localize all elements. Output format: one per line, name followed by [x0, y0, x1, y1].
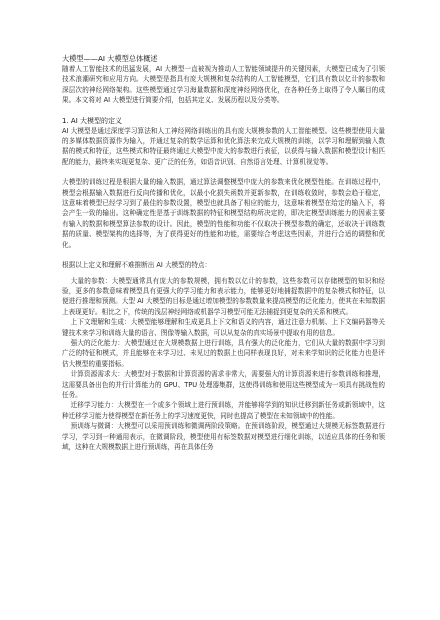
feature-item: 大量的参数：大模型通常具有庞大的参数规模，拥有数以亿计的参数，这些参数可以存储模型的知识和经验，更多的参数意味着模型具有更强大的学习能力和表示能力，能够更好地捕捉数据中的复杂模式和特征，以便进行推理和预测。大型 AI 大模型的目标是通过增加模型的参数数量来提高模型的泛化能力，使其在未知数据上表现更好。相比之下，传统的浅层神经网络或机器学习模型可能无法捕捉到更复杂的关系和模式。: [62, 276, 385, 316]
feature-item: 预训练与微调：大模型可以采用预训练和微调两阶段策略。在预训练阶段，模型通过大规模无标签数据进行学习，学习到一种通用表示，在微调阶段，模型使用有标签数据对模型进行细化训练，以适应具体的任务和领域，这种在大规模数据上进行预训练，再在具体任务: [62, 422, 385, 451]
feature-item: 计算资源需求大：大模型对于数据和计算资源的需求非常大，需要强大的计算资源来进行参数训练和推理，这需要具备出色的并行计算能力的 GPU、TPU 处理器集群，这使得训练和使用这些模型成为一项具有挑战性的任务。: [62, 370, 385, 399]
feature-item: 强大的泛化能力：大模型通过在大规模数据上进行训练，具有强大的泛化能力，它们从大量的数据中学习到广泛的特征和模式，并且能够在未学习过、未见过的数据上也同样表现良好，对未来学知识的泛化能力也是评估大模型的重要指标。: [62, 338, 385, 368]
definition-paragraph: AI 大模型是通过深度学习算法和人工神经网络训练出的具有庞大规模参数的人工智能模型。这些模型使用大量的多媒体数据资源作为输入，并通过复杂的数学运算和优化算法来完成大规模的训练，以学习和理解到输入数据的模式和特征，这些模式和特征最终通过大模型中庞大的参数进行表征，以获得与输入数据和模型设计相匹配的能力，最终来实现更复杂、更广泛的任务，如语音识别、自然语言处理、计算机视觉等。: [62, 126, 385, 166]
intro-paragraph: 随着人工智能技术的迅猛发展，AI 大模型一直被视为推动人工智能领域提升的关键因素，大模型已成为了引领技术浪潮研究和应用方向。大模型是指具有庞大规模和复杂结构的人工智能模型，它们具有数以亿计的参数和深层次的神经网络架构。这些模型通过学习海量数据和深度神经网络优化，在各种任务上取得了令人瞩目的成果。本文将对 AI 大模型进行简要介绍，包括其定义、发展历程以及分类等。: [62, 65, 385, 105]
training-paragraph: 大模型的训练过程是根据大量的输入数据，通过算法调整模型中庞大的参数来优化模型性能。在训练过程中，模型会根据输入数据进行反向传播和优化，以最小化损失函数并更新参数，在训练收敛时，参数会趋于稳定，这意味着模型已经学习到了最佳的参数设置，模型也就具备了相应的能力，这意味着模型在给定的输入下，将会产生一致的输出。这种确定性是基于训练数据的特征和模型结构所决定的，即决定模型训练能力的因素主要有输入的数据和模型算法参数的设计。因此，模型的性能和功能不仅取决于模型参数的确定，还取决于训练数据的质量、模型架构的选择等，为了获得更好的性能和功能，需要综合考虑这些因素，并进行合适的调整和优化。: [62, 178, 385, 249]
document-title: 大模型——AI 大模型总体概述: [62, 54, 158, 63]
feature-item: 上下文理解和生成：大模型能够理解和生成更具上下文和语义的内容，通过注意力机制、上下文编码器等关键技术来学习和训练大量的语言、图像等输入数据，可以从复杂的真实场景中提取有用的信息。: [62, 318, 385, 337]
features-lead: 根据以上定义和理解不难推断出 AI 大模型的特点：: [62, 261, 212, 270]
feature-item: 迁移学习能力：大模型在一个或多个领域上进行预训练，并能够将学到的知识迁移到新任务或新领域中，这种迁移学习能力使得模型在新任务上的学习速度更快，同时也提高了模型在未知领域中的性能。: [62, 401, 385, 420]
section-heading: 1. AI 大模型的定义: [62, 116, 122, 125]
